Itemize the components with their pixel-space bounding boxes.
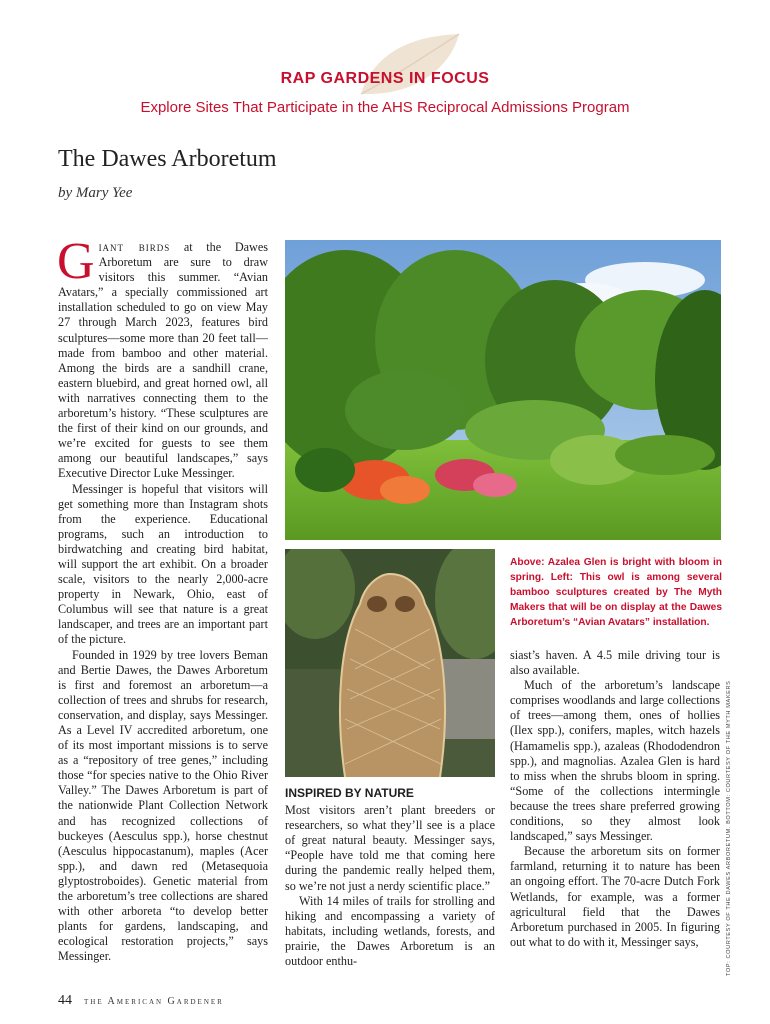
photo-caption: Above: Azalea Glen is bright with bloom in spring. Left: This owl is among several bamboo sculptures created by The Myth Makers that will be on display at the Dawes Arboretum’s “Avian Avatars” installation. xyxy=(510,557,722,628)
body-paragraph: Because the arboretum sits on former farmland, returning it to nature has been an ongoing effort. The 70-acre Dutch Fork Wetlands, for example, was a former agricultural field that the Dawes Arboretum purchased in 2005. In figuring out what to do with it, Messinger says, xyxy=(510,844,720,949)
magazine-name: the American Gardener xyxy=(84,996,224,1007)
azalea-glen-photo xyxy=(285,240,721,540)
article-column-2 xyxy=(285,786,495,969)
section-subhead: INSPIRED BY NATURE xyxy=(285,786,414,800)
photo-credit: TOP: COURTESY OF THE DAWES ARBORETUM. BOTTOM: COURTESY OF THE MYTH MAKERS xyxy=(726,680,732,976)
body-paragraph: With 14 miles of trails for strolling and hiking and encompassing a variety of habitats, including wetlands, forests, and prairie, the Dawes Arboretum is an outdoor enthu- xyxy=(285,893,495,969)
section-kicker: RAP GARDENS IN FOCUS xyxy=(280,70,490,87)
article-title: The Dawes Arboretum xyxy=(58,146,277,172)
body-paragraph: Most visitors aren’t plant breeders or researchers, so what they’ll see is a place of great natural beauty. Messinger says, “People have told me that coming here during the pandemic really helped them, so we’re not just a nerdy scientific place.” xyxy=(285,803,495,893)
page-number: 44 xyxy=(58,993,72,1008)
article-column-3 xyxy=(510,648,720,950)
article-column-1 xyxy=(57,233,268,965)
body-paragraph: Messinger is hopeful that visitors will get something more than Instagram shots from the experience. Educational programs, such an introduction to birdwatching and creating bird habitat, will support the art exhibit. On a broader scale, visitors to the nearly 2,000-acre property in Newark, Ohio, east of Columbus will see that nature is a great landscaper, and trees are an important part of the picture. xyxy=(58,481,268,647)
section-subkicker: Explore Sites That Participate in the AHS Reciprocal Admissions Program xyxy=(140,99,630,116)
lead-words: iant birds xyxy=(98,240,171,254)
article-byline: by Mary Yee xyxy=(58,185,133,201)
body-paragraph: Much of the arboretum’s landscape comprises woodlands and large collections of trees—among them, ones of hollies (Ilex spp.), conifers, maples, witch hazels (Hamamelis spp.), azaleas (Rhododendron spp.), and magnolias. Azalea Glen is hard to miss when the shrubs bloom in spring. “Some of the collections intermingle because the trees share preferred growing conditions, so they almost look landscaped,” says Messinger. xyxy=(510,678,720,844)
body-paragraph: siast’s haven. A 4.5 mile driving tour is also available. xyxy=(510,648,720,678)
body-paragraph: Founded in 1929 by tree lovers Beman and Bertie Dawes, the Dawes Arboretum is first and foremost an arboretum—a collection of trees and shrubs for research, conservation, and display, says Messinger. As a Level IV accredited arboretum, one of its most important missions is to serve as a “repository of tree genes,” including those “for species native to the Ohio River Valley.” The Dawes Arboretum is part of the nationwide Plant Collection Network and has recognized collections of buckeyes (Aesculus spp.), horse chestnut (Aesculus hippocastanum), maples (Acer spp.), and dawn red (Metasequoia glyptostroboides). Genetic material from the arboretum’s tree collections are shared with other arboreta “to develop better plants for gardens, landscaping, and ecological restoration projects,” says Messinger. xyxy=(58,647,268,964)
paragraph-text: at the Dawes Arboretum are sure to draw visitors this summer. “Avian Avatars,” a specially commissioned art installation scheduled to go on view May 27 through March 2023, features bird sculptures—some more than 20 feet tall—made from bamboo and other material. Among the birds are a sandhill crane, eastern bluebird, and great horned owl, all with narratives connecting them to the arboretum’s history. “These sculptures are the first of their kind on our grounds, and we’re excited for guests to see them among our beautiful landscapes,” says Executive Director Luke Messinger. xyxy=(58,240,268,481)
owl-sculpture-photo xyxy=(285,549,495,777)
leaf-ornament-icon xyxy=(355,30,465,102)
lead-paragraph xyxy=(57,233,268,482)
drop-cap: G xyxy=(57,233,95,290)
